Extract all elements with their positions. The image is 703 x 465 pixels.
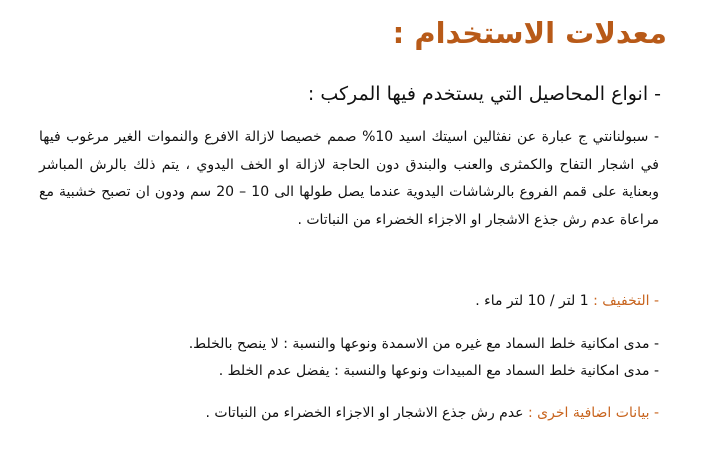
fertilizer-mix-value: لا ينصح بالخلط. <box>188 336 279 352</box>
additional-info-row <box>40 401 659 425</box>
pesticide-mix-value: يفضل عدم الخلط . <box>218 363 330 379</box>
additional-info-label: - بيانات اضافية اخرى : <box>528 405 659 421</box>
page-title: معدلات الاستخدام : <box>392 16 667 50</box>
crops-subtitle: - انواع المحاصيل التي يستخدم فيها المركب : <box>307 83 661 105</box>
pesticide-mix-label: - مدى امكانية خلط السماد مع المبيدات ونوعها والنسبة : <box>334 363 659 379</box>
dilution-row <box>40 289 659 313</box>
dilution-value: 1 لتر / 10 لتر ماء . <box>475 293 589 309</box>
product-description: - سبولنانتي ج عبارة عن نفثالين اسيتك اسيد 10% صمم خصيصا لازالة الافرع والنموات الغير مرغوب فيها في اشجار التفاح والكمثرى والعنب والبندق دون الحاجة لازالة او الخف اليدوي ، يتم ذلك بالرش المباشر وبعناية على قمم الفروع بالرشاشات اليدوية عندما يصل طولها الى 10 – 20 سم ودون ان تصبح خشبية مع مراعاة عدم رش جذع الاشجار او الاجزاء الخضراء من النباتات . <box>39 129 660 228</box>
fertilizer-mix-label: - مدى امكانية خلط السماد مع غيره من الاسمدة ونوعها والنسبة : <box>283 336 659 352</box>
fertilizer-mix-row <box>40 332 659 356</box>
additional-info-value: عدم رش جذع الاشجار او الاجزاء الخضراء من النباتات . <box>205 405 524 421</box>
dilution-label: - التخفيف : <box>593 293 659 309</box>
pesticide-mix-row <box>40 359 659 383</box>
